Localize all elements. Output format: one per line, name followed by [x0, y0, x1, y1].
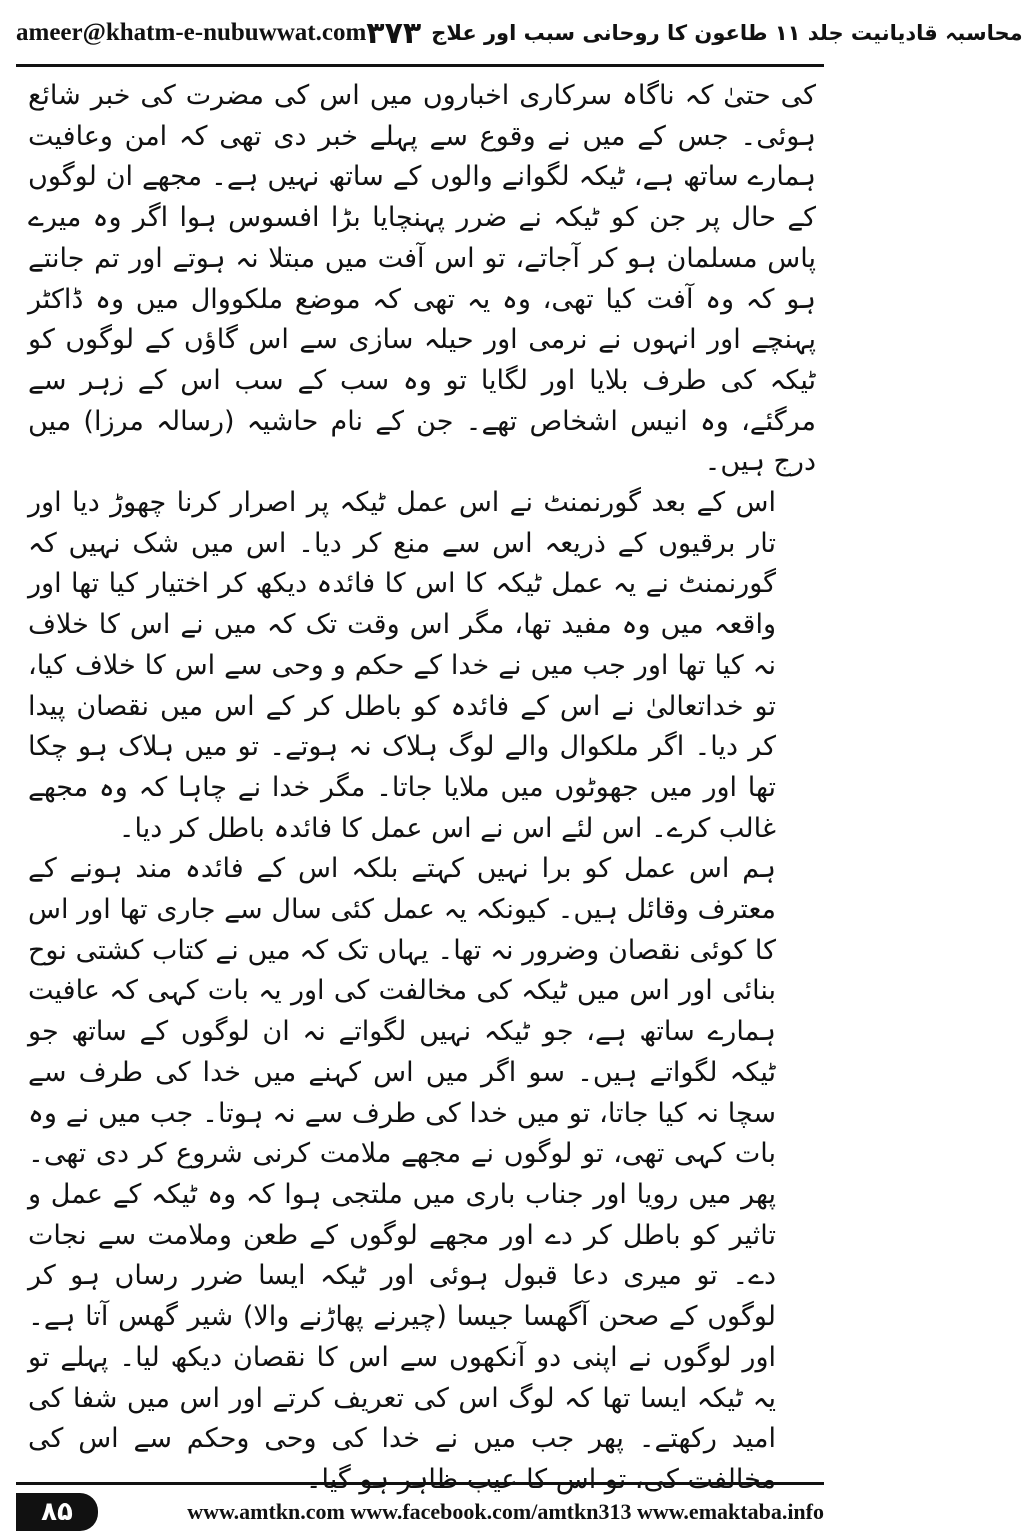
body-paragraph: ہم اس عمل کو برا نہیں کہتے بلکہ اس کے فائدہ مند ہونے کے معترف وقائل ہیں۔ کیونکہ یہ عمل کئی سال سے جاری تھا اور اس کا کوئی نقصان وضرور نہ تھا۔ یہاں تک کہ میں نے کتاب کشتی نوح بنائی اور اس میں ٹیکہ کی مخالفت کی اور یہ بات کہی کہ عافیت ہمارے ساتھ ہے، جو ٹیکہ نہیں لگواتے نہ ان لوگوں کے ساتھ جو ٹیکہ لگواتے ہیں۔ سو اگر میں اس کہنے میں خدا کی طرف سے سچا نہ کیا جاتا، تو میں خدا کی طرف سے نہ ہوتا۔ جب میں نے وہ بات کہی تھی، تو لوگوں نے مجھے ملامت کرنی شروع کر دی تھی۔ پھر میں رویا اور جناب باری میں ملتجی ہوا کہ وہ ٹیکہ کے عمل و تاثیر کو باطل کر دے اور مجھے لوگوں کے طعن وملامت سے نجات دے۔ تو میری دعا قبول ہوئی اور ٹیکہ ایسا ضرر رساں ہو کر لوگوں کے صحن آگھسا جیسا (چیرنے پھاڑنے والا) شیر گھس آتا ہے۔ اور لوگوں نے اپنی دو آنکھوں سے اس کا نقصان دیکھ لیا۔ پہلے تو یہ ٹیکہ ایسا تھا کہ لوگ اس کی تعریف کرتے اور اس میں شفا کی امید رکھتے۔ پھر جب میں نے خدا کی وحی وحکم سے اس کی مخالفت کی، تو اس کا عیب ظاہر ہو گیا۔: [28, 853, 776, 1495]
body-paragraph: اس کے بعد گورنمنٹ نے اس عمل ٹیکہ پر اصرار کرنا چھوڑ دیا اور تار برقیوں کے ذریعہ اس سے منع کر دیا۔ اس میں شک نہیں کہ گورنمنٹ نے یہ عمل ٹیکہ کا اس کا فائدہ دیکھ کر اختیار کیا تھا اور واقعہ میں وہ مفید تھا، مگر اس وقت تک کہ میں نے اس کا خلاف نہ کیا تھا اور جب میں نے خدا کے حکم و وحی سے اس کا خلاف کیا، تو خداتعالیٰ نے اس کے فائدہ کو باطل کر کے اس میں نقصان پیدا کر دیا۔ اگر ملکوال والے لوگ ہلاک نہ ہوتے۔ تو میں ہلاک ہو چکا تھا اور میں جھوٹوں میں ملایا جاتا۔ مگر خدا نے چاہا کہ وہ مجھے غالب کرے۔ اس لئے اس نے اس عمل کا فائدہ باطل کر دیا۔: [28, 487, 776, 844]
footer-page-number: ۸۵: [16, 1493, 98, 1531]
header-email: ameer@khatm-e-nubuwwat.com: [16, 19, 367, 46]
page-header: [16, 14, 1023, 52]
body-text: [28, 76, 816, 1495]
header-rule: [16, 64, 824, 67]
header-title-group: [366, 16, 1022, 51]
footer-links: www.amtkn.com www.facebook.com/amtkn313 www.emaktaba.info: [187, 1499, 824, 1524]
footer-rule: [16, 1482, 824, 1485]
header-book-title: محاسبہ قادیانیت جلد ۱۱ طاعون کا روحانی سبب اور علاج: [431, 21, 1023, 45]
header-page-number: ۳۷۳: [366, 15, 422, 51]
body-paragraph: کی حتیٰ کہ ناگاہ سرکاری اخباروں میں اس کی مضرت کی خبر شائع ہوئی۔ جس کے میں نے وقوع سے پہلے خبر دی تھی کہ امن وعافیت ہمارے ساتھ ہے، ٹیکہ لگوانے والوں کے ساتھ نہیں ہے۔ مجھے ان لوگوں کے حال پر جن کو ٹیکہ نے ضرر پہنچایا بڑا افسوس ہوا اگر وہ میرے پاس مسلمان ہو کر آجاتے، تو اس آفت میں مبتلا نہ ہوتے اور تم جانتے ہو کہ وہ آفت کیا تھی، وہ یہ تھی کہ موضع ملکووال میں وہ ڈاکٹر پہنچے اور انہوں نے نرمی اور حیلہ سازی سے اس گاؤں کے لوگوں کو ٹیکہ کی طرف بلایا اور لگایا تو وہ سب کے سب اس کے زہر سے مرگئے، وہ انیس اشخاص تھے۔ جن کے نام حاشیہ (رسالہ مرزا) میں درج ہیں۔: [28, 80, 816, 478]
page-footer: [16, 1492, 824, 1532]
